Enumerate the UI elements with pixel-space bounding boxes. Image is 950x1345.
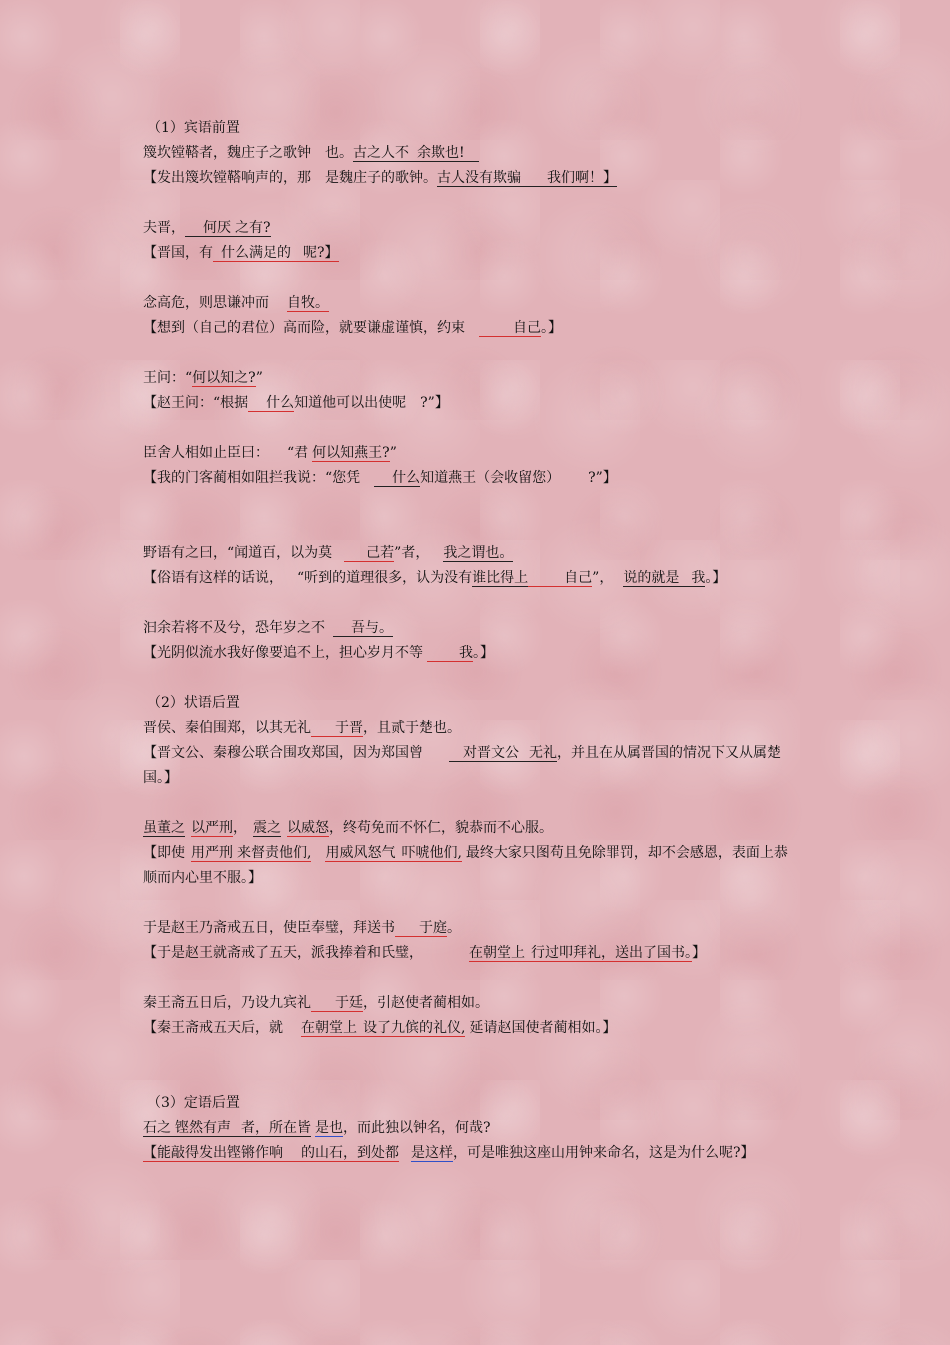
translation-text: 【赵王问：“根据 什么知道他可以出使呢 ?”】 — [143, 395, 449, 411]
section-heading: （2）状语后置 — [147, 695, 240, 711]
translation-text: 【我的门客蔺相如阻拦我说：“您凭 什么知道燕王（会收留您） ?”】 — [143, 470, 617, 486]
document-body — [143, 116, 793, 1166]
translation-text: 【晋文公、秦穆公联合围攻郑国，因为郑国曾 对晋文公 无礼，并且在从属晋国的情况下又从属楚国。】 — [143, 745, 781, 786]
translation-text: 【即使 用严刑 来督责他们, 用威风怒气 吓唬他们, 最终大家只图苟且免除罪罚，却不会感恩，表面上恭顺而内心里不服。】 — [143, 845, 788, 886]
section-heading: （3）定语后置 — [147, 1095, 240, 1111]
translation-text: 【秦王斋戒五天后，就 在朝堂上 设了九傧的礼仪, 延请赵国使者蔺相如。】 — [143, 1020, 617, 1036]
original-text: 晋侯、秦伯围郑，以其无礼 于晋，且贰于楚也。 — [143, 720, 461, 736]
original-text: 篾坎镗鞳者，魏庄子之歌钟 也。古之人不 余欺也! — [143, 141, 793, 166]
original-text: 于是赵王乃斋戒五日，使臣奉璧，拜送书 于庭。 — [143, 920, 461, 936]
original-text: 王问：“何以知之?” — [143, 370, 263, 386]
translation-text: 【俗语有这样的话说， “听到的道理很多，认为没有谁比得上 自己”， 说的就是 我。】 — [143, 570, 727, 586]
translation-text: 【光阴似流水我好像要追不上，担心岁月不等 我。】 — [143, 645, 494, 661]
original-text: 秦王斋五日后，乃设九宾礼 于廷，引赵使者蔺相如。 — [143, 995, 489, 1011]
original-text: 野语有之曰，“闻道百，以为莫 己若”者， 我之谓也。 — [143, 545, 514, 561]
translation-text: 【能敲得发出铿锵作响 的山石，到处都 是这样，可是唯独这座山用钟来命名，这是为什么呢?】 — [143, 1145, 755, 1161]
original-text: 虽董之 以严刑， 震之 以威怒，终苟免而不怀仁，貌恭而不心服。 — [143, 820, 553, 836]
original-text: 臣舍人相如止臣曰： “君 何以知燕王?” — [143, 445, 397, 461]
original-text: 念高危，则思谦冲而 自牧。 — [143, 295, 329, 311]
translation-text: 【于是赵王就斋戒了五天，派我捧着和氏璧， 在朝堂上 行过叩拜礼，送出了国书。】 — [143, 945, 706, 961]
translation-text: 【晋国，有 什么满足的 呢?】 — [143, 245, 339, 261]
translation-text: 【想到（自己的君位）高而险，就要谦虚谨慎，约束 自己。】 — [143, 320, 562, 336]
original-text: 石之 铿然有声 者，所在皆 是也，而此独以钟名，何哉? — [143, 1120, 491, 1136]
translation-text: 【发出篾坎镗鞳响声的，那 是魏庄子的歌钟。古人没有欺骗 我们啊！】 — [143, 170, 617, 186]
section-heading: （1）宾语前置 — [147, 120, 240, 136]
original-text: 夫晋， 何厌 之有? — [143, 220, 271, 236]
original-text: 汩余若将不及兮，恐年岁之不 吾与。 — [143, 620, 393, 636]
